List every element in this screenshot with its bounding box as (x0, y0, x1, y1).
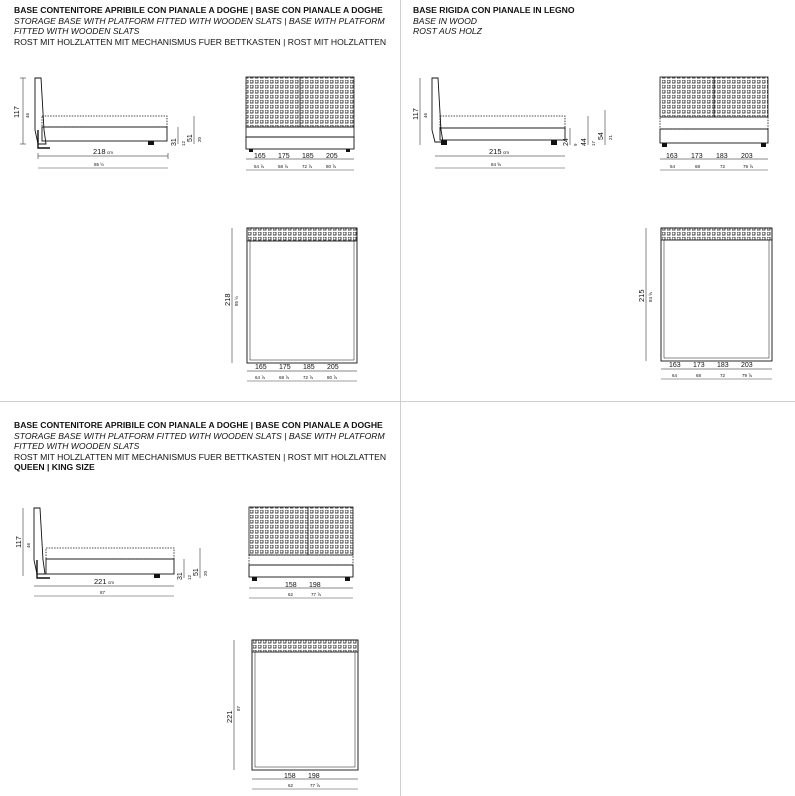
p2-top-in1: 64 (672, 373, 678, 378)
p1-top-in3: 72 ⅞ (303, 375, 314, 380)
p1-top-in4: 80 ⅞ (327, 375, 338, 380)
panel2-top-view (632, 222, 782, 387)
p3-h2: 51 (193, 568, 200, 576)
p2-h3-in: 21 (608, 134, 613, 140)
p1-top-in2: 68 ⅞ (279, 375, 290, 380)
p2-top-w4: 203 (741, 362, 753, 369)
p1-top-depth: 218 (223, 293, 232, 306)
panel3-english-line2: FITTED WITH WOODEN SLATS (14, 441, 140, 451)
p3-top-in2: 77 ⅞ (310, 783, 321, 788)
p2-top-depth-in: 84 ⅝ (648, 291, 653, 302)
p2-top-w2: 173 (693, 362, 705, 369)
panel2-front-view (652, 70, 782, 180)
p2-front-in3: 72 (720, 164, 726, 169)
p1-front-w1: 165 (254, 153, 266, 160)
panel1-german: ROST MIT HOLZLATTEN MIT MECHANISMUS FUER BETTKASTEN | ROST MIT HOLZLATTEN (14, 36, 387, 47)
p1-top-in1: 64 ⅞ (255, 375, 266, 380)
p2-length-label: 215 (489, 147, 502, 156)
p3-front-in2: 77 ⅞ (311, 592, 322, 597)
p2-top-w3: 183 (717, 362, 729, 369)
p1-h1: 31 (171, 138, 178, 146)
p3-height-in: 46 (26, 542, 31, 548)
p3-length-in: 87 (100, 590, 106, 595)
p3-front-in1: 62 (288, 592, 294, 597)
panel1-english-line1: STORAGE BASE WITH PLATFORM FITTED WITH WOODEN SLATS | BASE WITH PLATFORM (14, 15, 385, 26)
panel3-english-line1: STORAGE BASE WITH PLATFORM FITTED WITH WOODEN SLATS | BASE WITH PLATFORM (14, 430, 385, 441)
horizontal-divider (0, 401, 795, 402)
p2-h2: 44 (581, 138, 588, 146)
p3-front-w2: 198 (309, 582, 321, 589)
panel1-front-view (240, 70, 365, 180)
p2-top-in4: 79 ⅞ (742, 373, 753, 378)
p2-h1-in: 9 (573, 143, 578, 146)
p3-top-in1: 62 (288, 783, 294, 788)
p1-front-in2: 68 ⅞ (278, 164, 289, 169)
p1-h2-in: 20 (197, 136, 202, 142)
p2-top-depth: 215 (637, 289, 646, 302)
panel2-side-view (405, 70, 635, 180)
p1-height-label: 117 (12, 106, 21, 118)
p2-height-in: 46 (423, 112, 428, 118)
p3-front-w1: 158 (285, 582, 297, 589)
p2-front-w2: 173 (691, 153, 703, 160)
p2-h2-in: 17 (591, 140, 596, 146)
panel1-top-view (218, 222, 368, 387)
panel1-english-line2: FITTED WITH WOODEN SLATS (14, 26, 140, 36)
panel2-header (413, 5, 575, 37)
p3-height-label: 117 (14, 536, 23, 548)
p2-top-in2: 68 (696, 373, 702, 378)
p3-h2-in: 20 (203, 570, 208, 576)
p3-top-w1: 158 (284, 773, 296, 780)
panel1-title: BASE CONTENITORE APRIBILE CON PIANALE A DOGHE | BASE CON PIANALE A DOGHE (14, 5, 383, 15)
vertical-divider (400, 0, 401, 796)
p3-top-depth: 221 (225, 710, 234, 723)
p1-height-in: 46 (25, 112, 30, 118)
panel3-sizes: QUEEN | KING SIZE (14, 462, 95, 472)
p2-h3: 54 (598, 132, 605, 140)
p3-h1-in: 12 (187, 574, 192, 580)
panel2-english: BASE IN WOOD (413, 15, 477, 26)
p2-h1: 24 (563, 138, 570, 146)
panel2-german: ROST AUS HOLZ (413, 26, 482, 36)
p1-length-label: 218 (93, 147, 106, 156)
p3-length-label: 221 (94, 577, 107, 586)
p2-top-in3: 72 (720, 373, 726, 378)
p1-front-in3: 72 ⅞ (302, 164, 313, 169)
p1-h1-in: 12 (181, 140, 186, 146)
p2-front-in1: 64 (670, 164, 676, 169)
p2-front-w3: 183 (716, 153, 728, 160)
p1-front-w3: 185 (302, 153, 314, 160)
panel3-title: BASE CONTENITORE APRIBILE CON PIANALE A DOGHE | BASE CON PIANALE A DOGHE (14, 420, 383, 430)
p3-top-w2: 198 (308, 773, 320, 780)
panel3-side-view (8, 500, 228, 610)
panel2-title: BASE RIGIDA CON PIANALE IN LEGNO (413, 5, 575, 15)
p2-front-in2: 68 (695, 164, 701, 169)
p2-length-in: 84 ⅝ (491, 162, 502, 167)
panel3-top-view (218, 635, 368, 795)
p1-front-in1: 64 ⅞ (254, 164, 265, 169)
p2-front-w1: 163 (666, 153, 678, 160)
p3-length-unit: cm (108, 580, 114, 585)
p1-top-w1: 165 (255, 364, 267, 371)
p2-front-w4: 203 (741, 153, 753, 160)
p2-height-label: 117 (411, 108, 420, 120)
panel1-header (14, 5, 386, 47)
panel3-header (14, 420, 386, 473)
p1-top-depth-in: 85 ½ (234, 295, 239, 306)
panel3-german: ROST MIT HOLZLATTEN MIT MECHANISMUS FUER BETTKASTEN | ROST MIT HOLZLATTEN (14, 451, 387, 462)
p1-h2: 51 (187, 134, 194, 142)
p1-length-in: 85 ½ (94, 162, 105, 167)
p1-top-w3: 185 (303, 364, 315, 371)
panel1-side-view (8, 70, 228, 180)
p3-h1: 31 (177, 572, 184, 580)
p1-top-w4: 205 (327, 364, 339, 371)
p1-front-w4: 205 (326, 153, 338, 160)
p2-top-w1: 163 (669, 362, 681, 369)
p1-top-w2: 175 (279, 364, 291, 371)
p1-front-in4: 80 ⅞ (326, 164, 337, 169)
panel3-front-view (240, 500, 365, 610)
p2-front-in4: 79 ⅞ (743, 164, 754, 169)
p1-front-w2: 175 (278, 153, 290, 160)
p3-top-depth-in: 87 (236, 705, 241, 711)
p1-length-unit: cm (107, 150, 113, 155)
p2-length-unit: cm (503, 150, 509, 155)
